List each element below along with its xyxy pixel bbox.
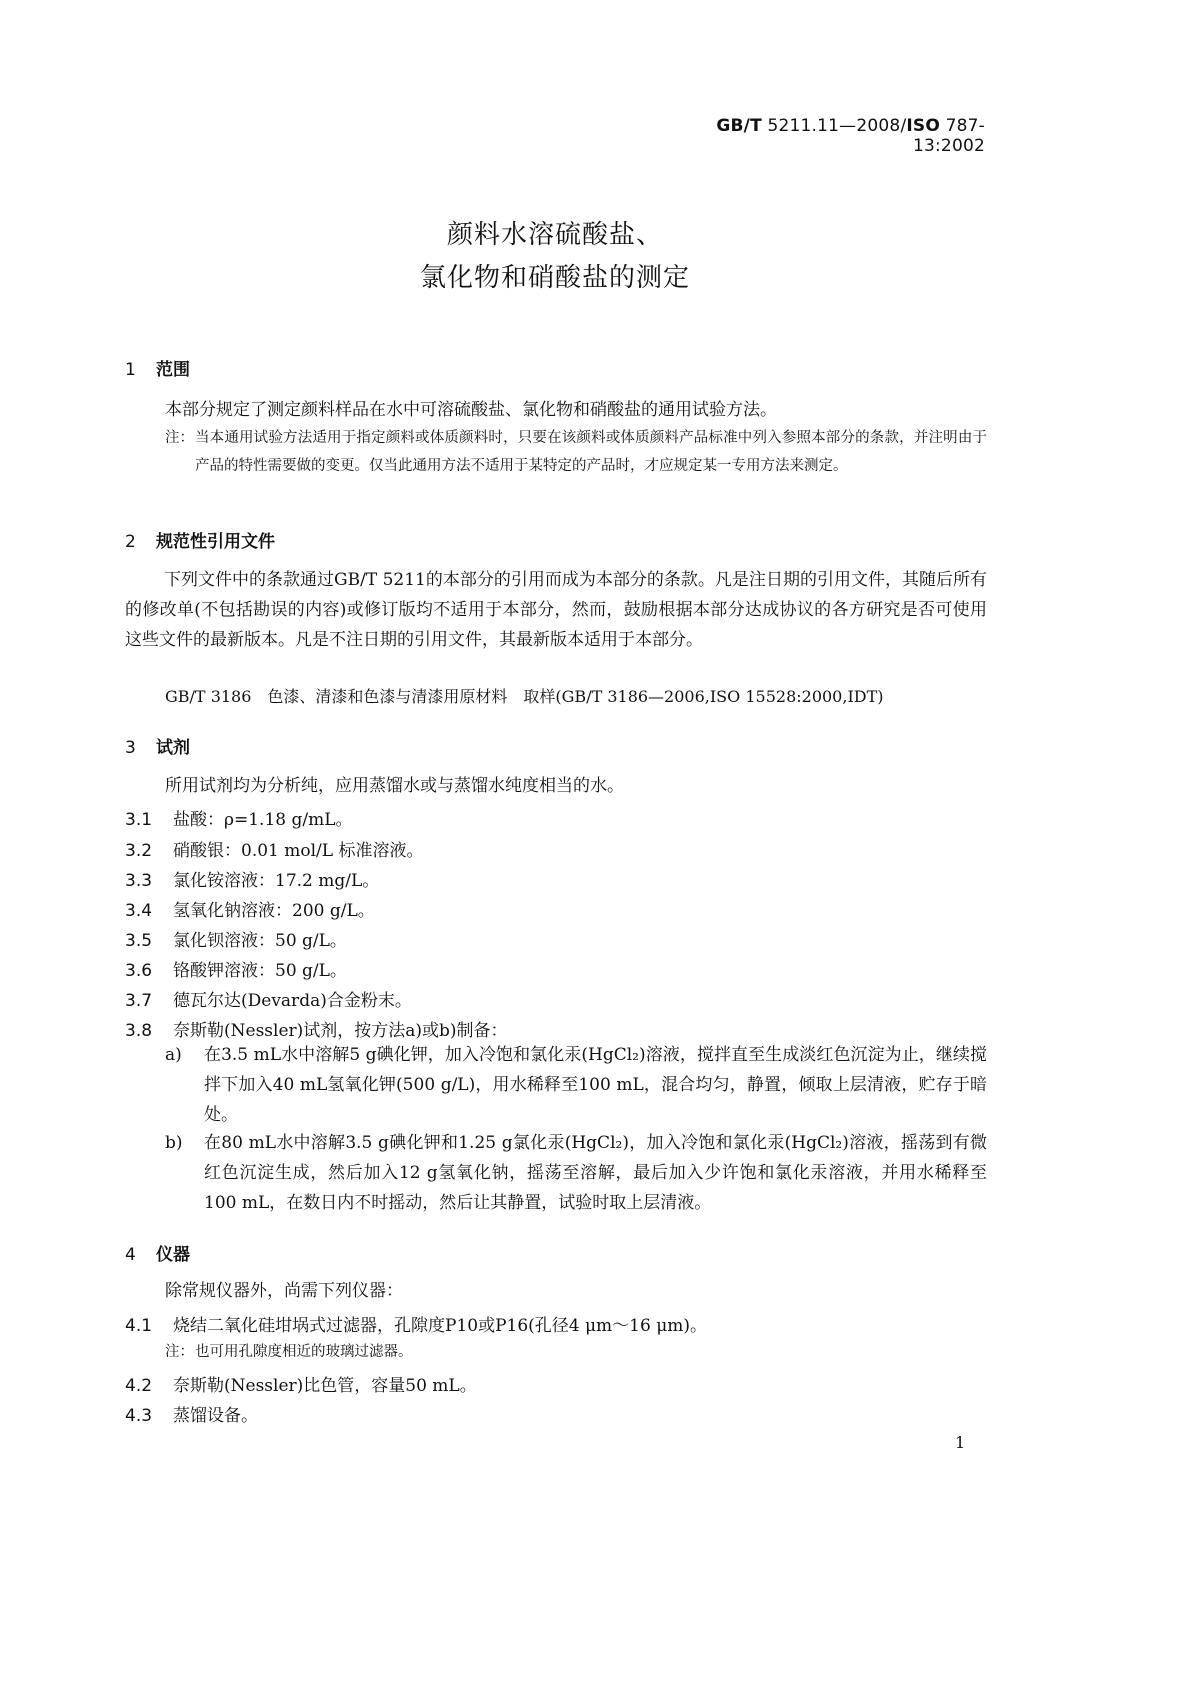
reagent-item: 3.3 氯化铵溶液：17.2 mg/L。 — [125, 871, 380, 891]
document-title-line1: 颜料水溶硫酸盐、 — [446, 220, 663, 250]
apparatus-item: 4.2 奈斯勒(Nessler)比色管，容量50 mL。 — [125, 1376, 477, 1396]
standard-code: GB/T 5211.11—2008/ISO 787-13:2002 — [716, 116, 985, 156]
section-4-body: 除常规仪器外，尚需下列仪器： — [165, 1281, 403, 1301]
normative-reference: GB/T 3186 色漆、清漆和色漆与清漆用原材料 取样(GB/T 3186—2006,ISO 15528:2000,IDT) — [165, 687, 884, 706]
reagent-item: 3.7 德瓦尔达(Devarda)合金粉末。 — [125, 991, 412, 1011]
document-title-line2: 氯化物和硝酸盐的测定 — [419, 263, 690, 293]
section-2-body: 下列文件中的条款通过GB/T 5211的本部分的引用而成为本部分的条款。凡是注日期的引用文件，其随后所有的修改单(不包括勘误的内容)或修订版均不适用于本部分，然而，鼓励根据本部分达成协议的各方研究是否可使用这些文件的最新版本。凡是不注日期的引用文件，其最新版本适用于本部分。 — [125, 570, 987, 650]
section-3-body: 所用试剂均为分析纯，应用蒸馏水或与蒸馏水纯度相当的水。 — [165, 776, 624, 796]
section-1-heading: 1 范围 — [125, 360, 190, 380]
reagent-item: 3.1 盐酸：ρ=1.18 g/mL。 — [125, 810, 353, 830]
reagent-item: 3.5 氯化钡溶液：50 g/L。 — [125, 931, 347, 951]
section-1-note: 注： 当本通用试验方法适用于指定颜料或体质颜料时，只要在该颜料或体质颜料产品标准中列入参照本部分的条款，并注明由于产品的特性需要做的变更。仅当此通用方法不适用于某特定的产品时，才应规定某一专用方法来测定。 — [165, 430, 987, 474]
nessler-method-a: a) 在3.5 mL水中溶解5 g碘化钾，加入冷饱和氯化汞(HgCl₂)溶液，搅拌直至生成淡红色沉淀为止，继续搅拌下加入40 mL氢氧化钾(500 g/L)，用水稀释至100 mL，混合均匀，静置，倾取上层清液，贮存于暗处。 — [165, 1045, 987, 1125]
section-1-body: 本部分规定了测定颜料样品在水中可溶硫酸盐、氯化物和硝酸盐的通用试验方法。 — [165, 400, 777, 420]
reagent-item: 3.4 氢氧化钠溶液：200 g/L。 — [125, 901, 375, 921]
apparatus-item: 4.1 烧结二氧化硅坩埚式过滤器，孔隙度P10或P16(孔径4 μm～16 μm)。 — [125, 1316, 707, 1336]
section-4-heading: 4 仪器 — [125, 1245, 190, 1265]
nessler-method-b: b) 在80 mL水中溶解3.5 g碘化钾和1.25 g氯化汞(HgCl₂)，加入冷饱和氯化汞(HgCl₂)溶液，摇荡到有微红色沉淀生成，然后加入12 g氢氧化钠，摇荡至溶解，最后加入少许饱和氯化汞溶液，并用水稀释至100 mL，在数日内不时摇动，然后让其静置，试验时取上层清液。 — [165, 1133, 987, 1213]
apparatus-item: 4.3 蒸馏设备。 — [125, 1406, 258, 1426]
reagent-item: 3.8 奈斯勒(Nessler)试剂，按方法a)或b)制备： — [125, 1021, 508, 1041]
reagent-item: 3.2 硝酸银：0.01 mol/L 标准溶液。 — [125, 841, 424, 861]
section-2-heading: 2 规范性引用文件 — [125, 532, 275, 552]
reagent-item: 3.6 铬酸钾溶液：50 g/L。 — [125, 961, 347, 981]
apparatus-note: 注： 也可用孔隙度相近的玻璃过滤器。 — [165, 1344, 413, 1360]
page-number: 1 — [955, 1433, 966, 1452]
section-3-heading: 3 试剂 — [125, 738, 190, 758]
